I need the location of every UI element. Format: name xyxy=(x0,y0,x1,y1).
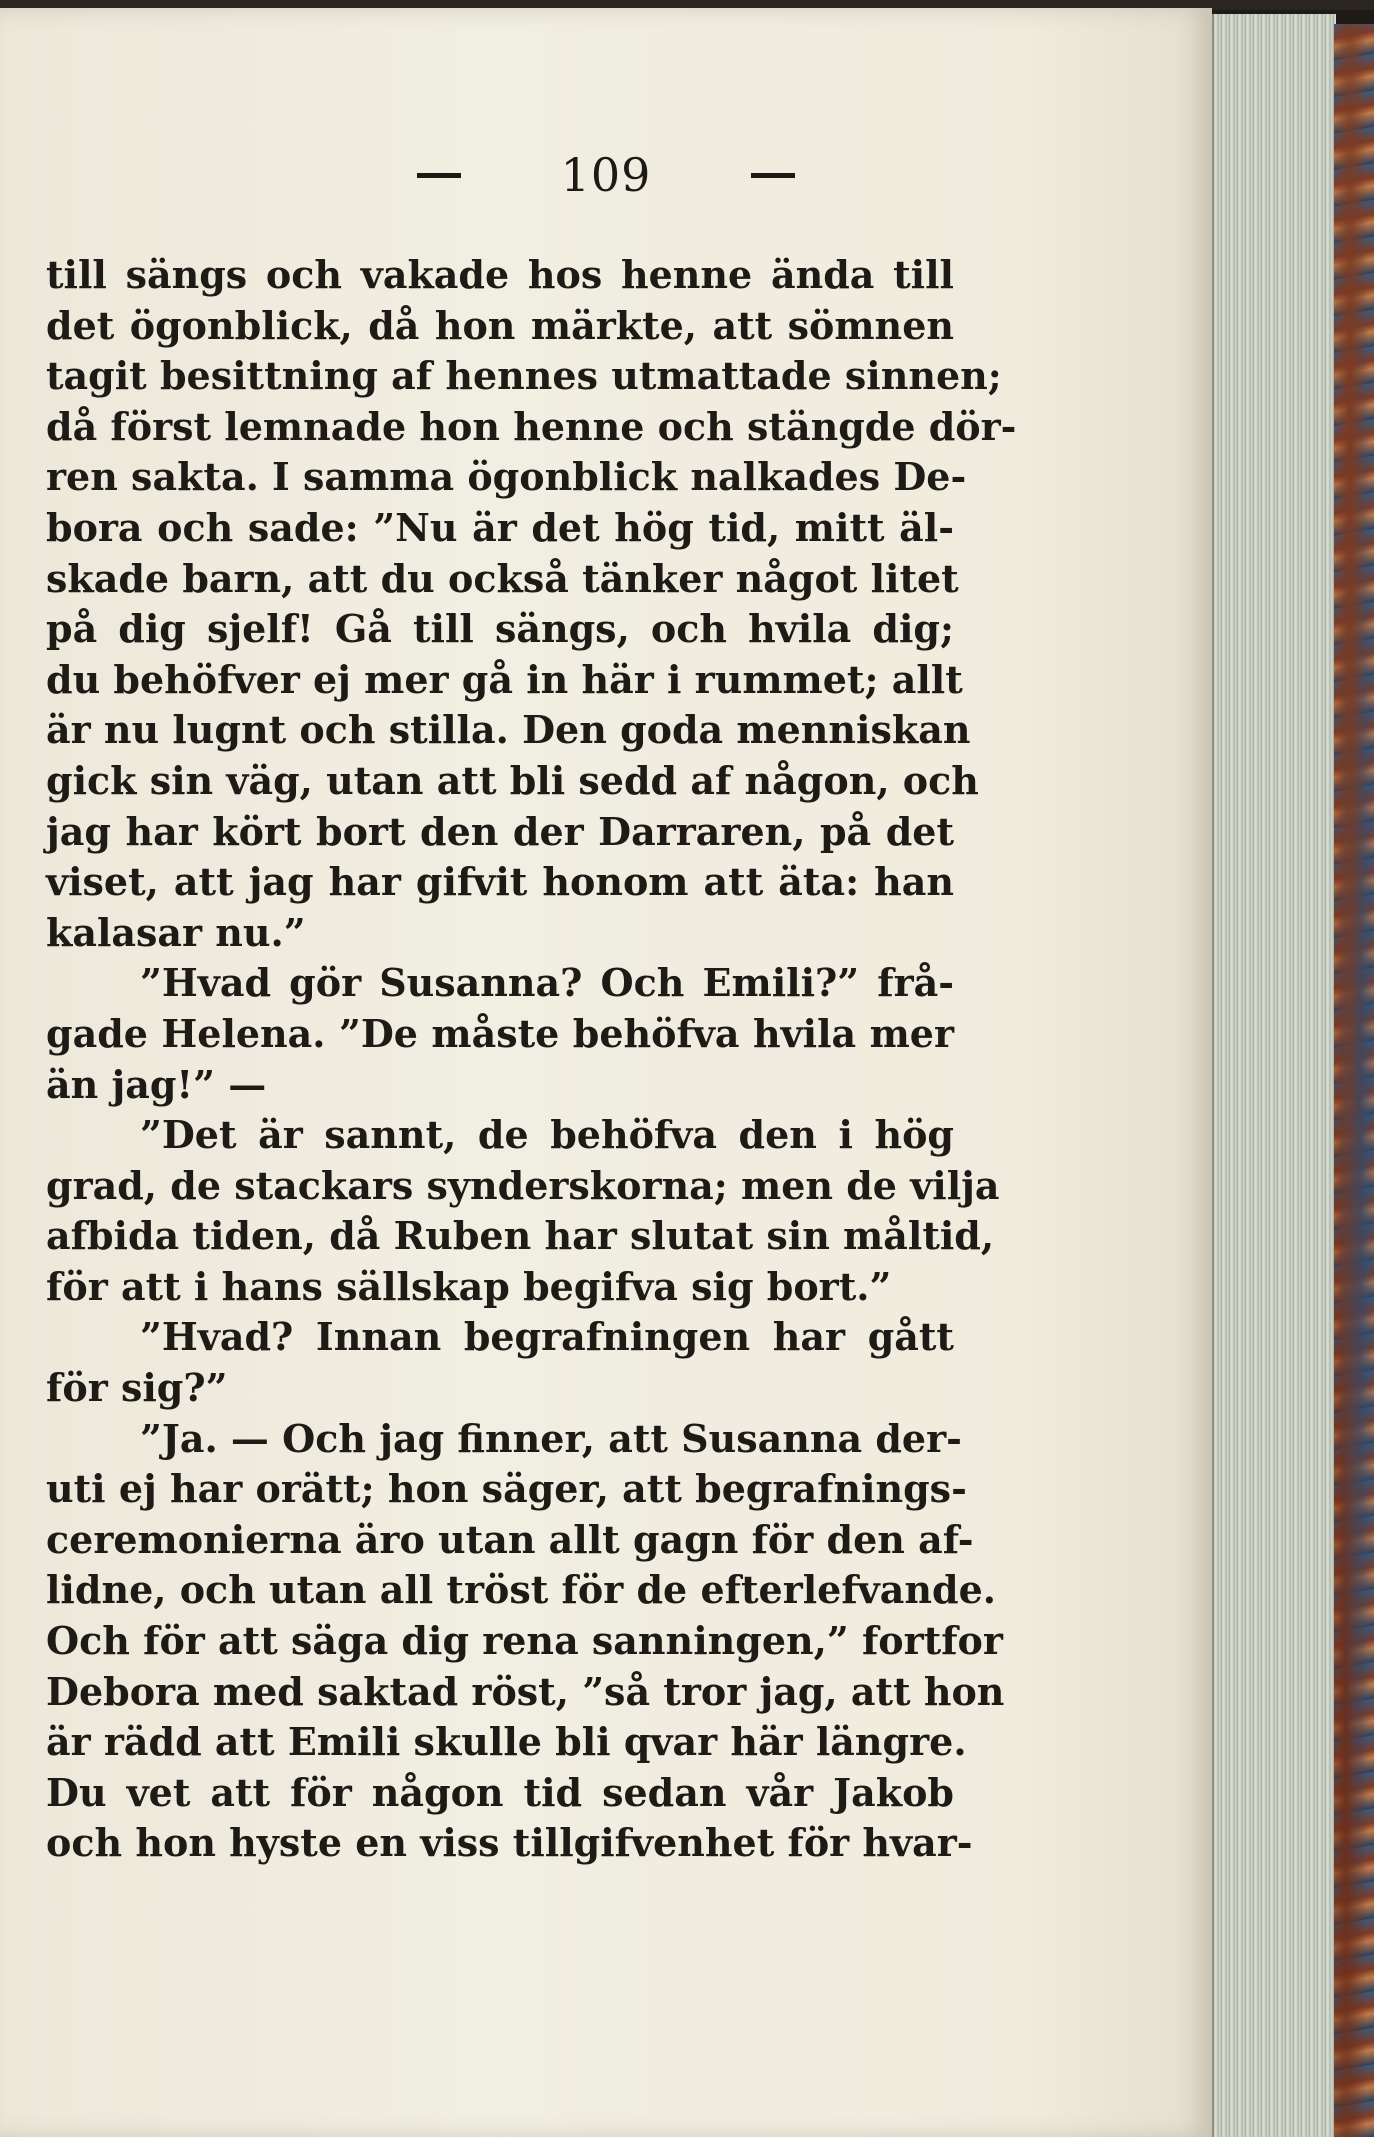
text-line: gick sin väg, utan att bli sedd af någon, och xyxy=(46,757,979,803)
text-line: bora och sade: ”Nu är det hög tid, mitt äl- xyxy=(46,504,954,550)
text-line: jag har kört bort den der Darraren, på det xyxy=(46,808,954,854)
text-line: ”Det är sannt, de behöfva den i hög xyxy=(140,1112,954,1158)
text-line: det ögonblick, då hon märkte, att sömnen xyxy=(46,302,954,348)
text-line: ”Ja. — Och jag finner, att Susanna der- xyxy=(140,1415,962,1461)
text-line: Debora med saktad röst, ”så tror jag, att hon xyxy=(46,1668,1005,1714)
text-line: ”Hvad? Innan begrafningen har gått xyxy=(140,1314,954,1360)
text-line: för att i hans sällskap begifva sig bort.” xyxy=(46,1263,892,1309)
marbled-cover-edge xyxy=(1334,24,1374,2137)
text-line: på dig sjelf! Gå till sängs, och hvila dig; xyxy=(46,606,954,652)
body-text xyxy=(46,250,1017,1869)
text-line: tagit besittning af hennes utmattade sinnen; xyxy=(46,353,1002,399)
text-line: ceremonierna äro utan allt gagn för den af- xyxy=(46,1516,974,1562)
text-line: Du vet att för någon tid sedan vår Jakob xyxy=(46,1769,954,1815)
text-line: för sig?” xyxy=(46,1365,228,1411)
text-line: då först lemnade hon henne och stängde dör- xyxy=(46,403,1017,449)
text-line: till sängs och vakade hos henne ända till xyxy=(46,252,954,297)
text-line: ren sakta. I samma ögonblick nalkades De- xyxy=(46,454,967,500)
right-dash xyxy=(751,173,795,178)
text-line: afbida tiden, då Ruben har slutat sin måltid, xyxy=(46,1213,995,1259)
text-line: Och för att säga dig rena sanningen,” fortfor xyxy=(46,1618,1003,1664)
text-line: och hon hyste en viss tillgifvenhet för hvar- xyxy=(46,1820,973,1866)
page-number: 109 xyxy=(560,148,652,202)
text-line: skade barn, att du också tänker något litet xyxy=(46,555,959,601)
text-line: uti ej har orätt; hon säger, att begrafnings- xyxy=(46,1466,967,1512)
text-line: ”Hvad gör Susanna? Och Emili?” frå- xyxy=(140,960,954,1006)
text-line: du behöfver ej mer gå in här i rummet; allt xyxy=(46,656,963,702)
text-line: är rädd att Emili skulle bli qvar här längre. xyxy=(46,1719,967,1765)
page-stack-edge xyxy=(1212,14,1336,2137)
text-line: gade Helena. ”De måste behöfva hvila mer xyxy=(46,1010,954,1056)
text-line: lidne, och utan all tröst för de efterlefvande. xyxy=(46,1567,996,1613)
text-line: grad, de stackars synderskorna; men de vilja xyxy=(46,1162,1000,1208)
running-head xyxy=(0,148,1212,202)
left-dash xyxy=(417,173,461,178)
text-line: viset, att jag har gifvit honom att äta: han xyxy=(46,859,954,905)
text-line: än jag!” — xyxy=(46,1061,267,1107)
text-line: är nu lugnt och stilla. Den goda menniskan xyxy=(46,707,971,753)
text-line: kalasar nu.” xyxy=(46,909,306,955)
